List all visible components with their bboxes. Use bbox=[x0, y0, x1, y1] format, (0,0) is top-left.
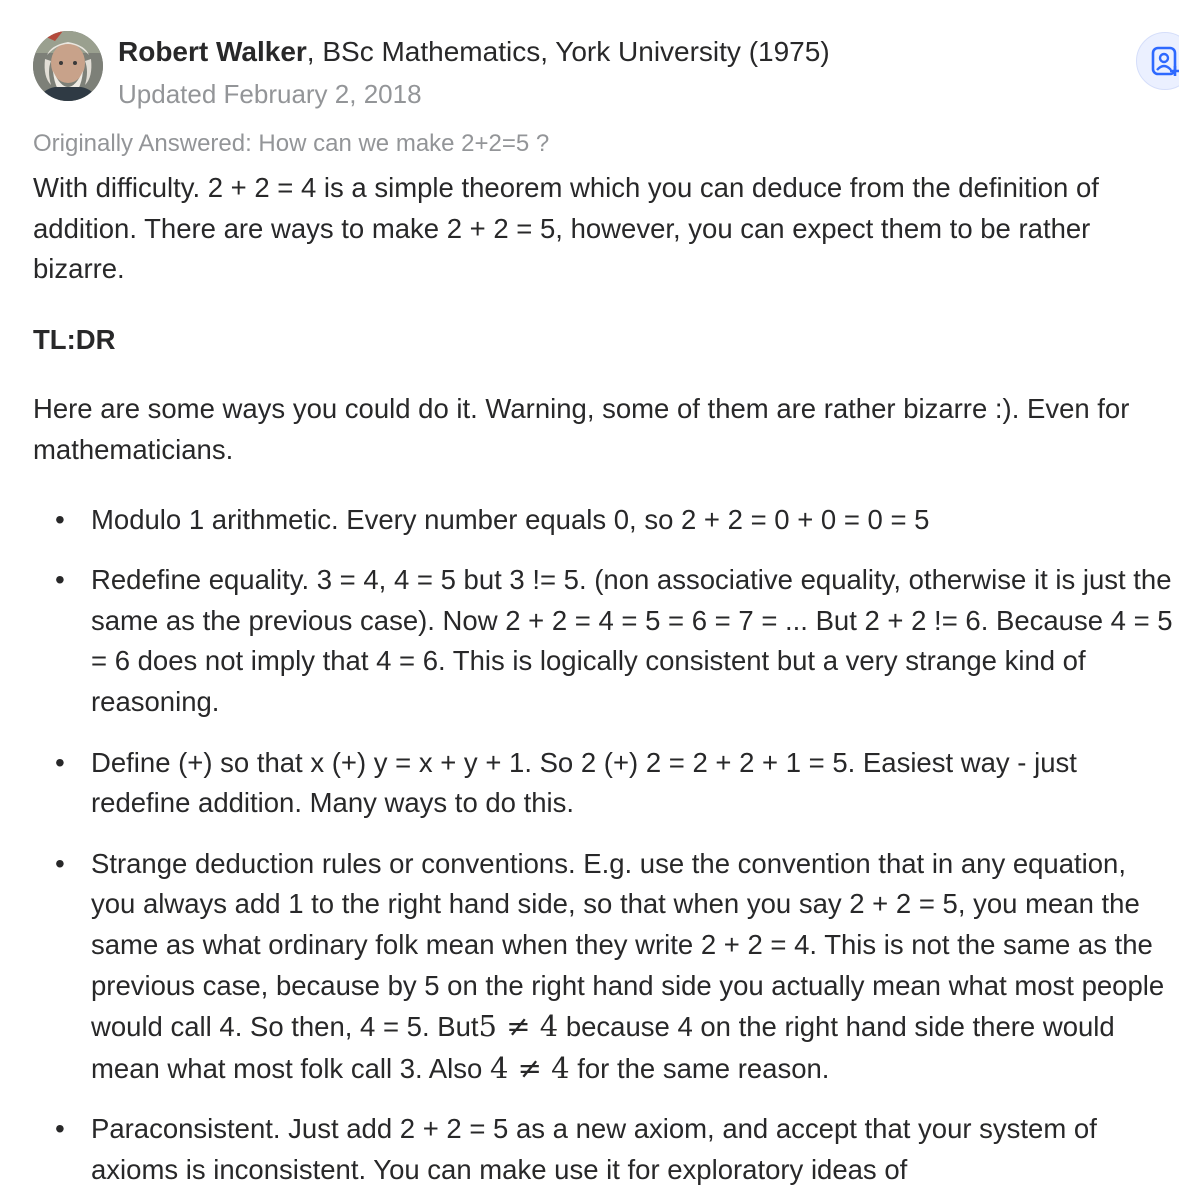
follow-button[interactable] bbox=[1136, 32, 1179, 90]
author-credentials: , BSc Mathematics, York University (1975) bbox=[306, 36, 830, 67]
math-4-neq-4: 4 ≠ 4 bbox=[489, 1050, 570, 1085]
ways-intro-paragraph: Here are some ways you could do it. Warning, some of them are rather bizarre :). Even for mathematicians. bbox=[33, 393, 1130, 465]
author-name[interactable]: Robert Walker bbox=[118, 36, 307, 67]
intro-paragraph: With difficulty. 2 + 2 = 4 is a simple theorem which you can deduce from the definition of addition. There are ways to make 2 + 2 = 5, however, you can expect them to be rather bizarre. bbox=[33, 172, 1099, 285]
author-line bbox=[118, 34, 830, 70]
strange-text-a: Strange deduction rules or conventions. E.g. use the convention that in any equation, you always add 1 to the right hand side, so that when you say 2 + 2 = 5, you mean the same as what ordinary folk mean when they write 2 + 2 = 4. This is not the same as the previous case, because by 5 on the right hand side you actually mean what most people would call 4. So then, 4 = 5. But bbox=[91, 847, 1165, 1043]
strange-text-c: for the same reason. bbox=[569, 1052, 830, 1084]
answer-body bbox=[33, 168, 1173, 1200]
list-item-paraconsistent: • Paraconsistent. Just add 2 + 2 = 5 as a new axiom, and accept that your system of axioms is inconsistent. You can make use it for exploratory ideas of bbox=[33, 1109, 1173, 1190]
ways-list bbox=[33, 500, 1173, 1191]
list-item-define-plus: • Define (+) so that x (+) y = x + y + 1. So 2 (+) 2 = 2 + 2 + 1 = 5. Easiest way - just redefine addition. Many ways to do this. bbox=[33, 743, 1173, 824]
list-item-redefine-equality: • Redefine equality. 3 = 4, 4 = 5 but 3 != 5. (non associative equality, otherwise it is just the same as the previous case). Now 2 + 2 = 4 = 5 = 6 = 7 = ... But 2 + 2 != 6. Because 4 = 5 = 6 does not imply that 4 = 6. This is logically consistent but a very strange kind of reasoning. bbox=[33, 560, 1173, 722]
list-item-strange-deduction bbox=[33, 844, 1173, 1090]
originally-answered-link[interactable]: Originally Answered: How can we make 2+2=5 ? bbox=[33, 130, 550, 157]
list-item-modulo: • Modulo 1 arithmetic. Every number equals 0, so 2 + 2 = 0 + 0 = 0 = 5 bbox=[33, 500, 1173, 541]
author-avatar[interactable] bbox=[33, 31, 103, 101]
strange-text-b: because 4 on the right hand side there would mean what most folk call 3. Also bbox=[91, 1011, 1115, 1084]
tldr-heading: TL:DR bbox=[33, 323, 116, 355]
updated-date[interactable]: Updated February 2, 2018 bbox=[118, 79, 422, 109]
avatar-photo bbox=[33, 31, 103, 101]
math-5-neq-4: 5 ≠ 4 bbox=[478, 1009, 559, 1044]
follow-user-icon bbox=[1151, 46, 1179, 78]
